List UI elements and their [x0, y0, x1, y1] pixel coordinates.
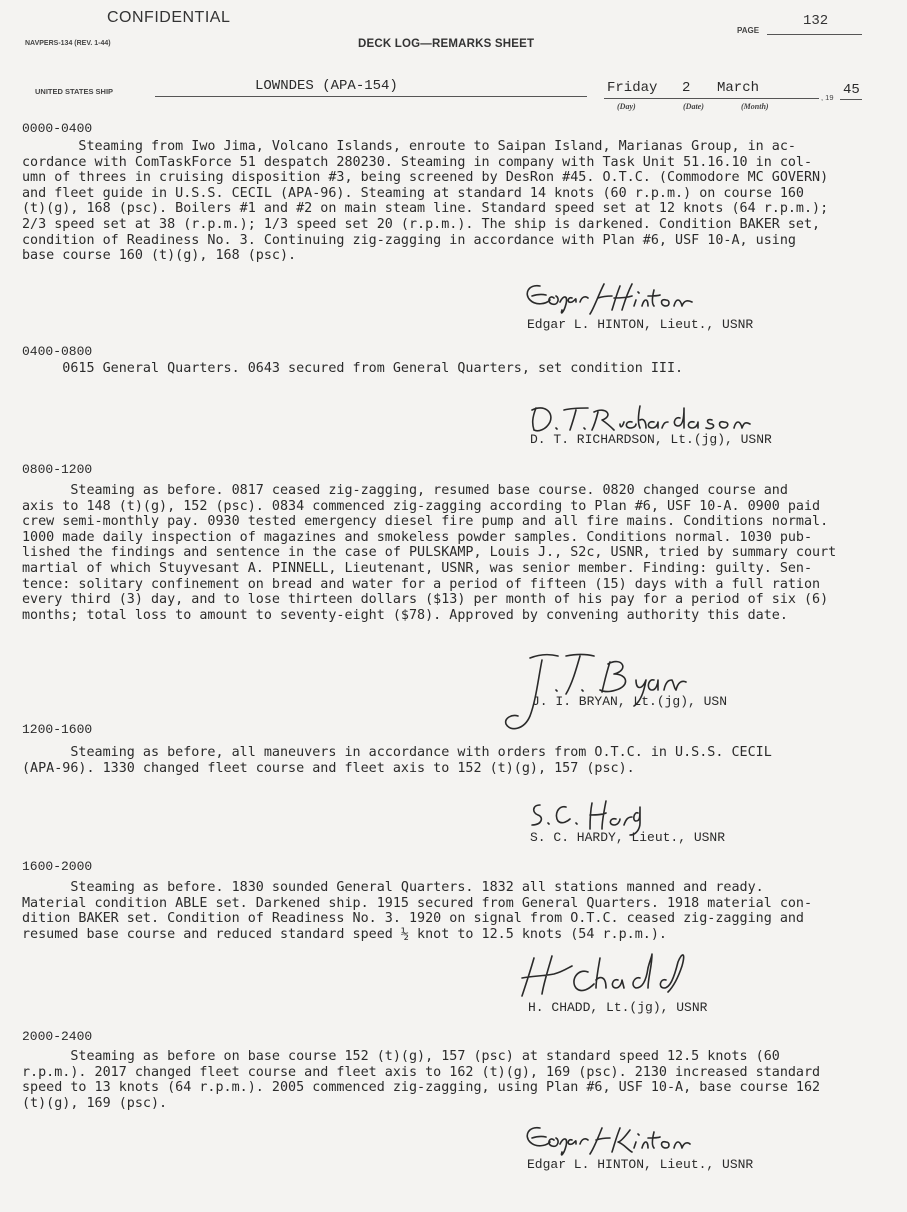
signature-name: S. C. HARDY, Lieut., USNR [530, 830, 726, 845]
day-caption: (Day) [617, 102, 636, 111]
signature-hinton [520, 280, 700, 320]
log-entry-text: Steaming as before on base course 152 (t)(g), 157 (psc) at standard speed 12.5 knots (60 r.p.m.). 2017 changed fleet course and fleet axis to 162 (t)(g), 169 (psc). 2130 increased standard speed to 13 knots (64 r.p.m.). 2005 commenced zig-zagging, using Plan #6, USF 10-A, base course 162 (t)(g), 169 (psc). [22, 1049, 821, 1111]
ship-label: UNITED STATES SHIP [35, 87, 114, 96]
watch-period: 0400-0800 [22, 344, 93, 359]
log-entry-text: Steaming as before. 1830 sounded General Quarters. 1832 all stations manned and ready. Material condition ABLE set. Darkened ship. 1915 secured from General Quarters. 1918 material con- dition BAKER set. Condition of Readiness No. 3. 1920 on signal from O.T.C. ceased zig-zagging and resumed base course and reduced standard speed ½ knot to 12.5 knots (54 r.p.m.). [22, 880, 813, 942]
classification-label: CONFIDENTIAL [107, 9, 231, 26]
page-number: 132 [803, 13, 829, 29]
signature-name: Edgar L. HINTON, Lieut., USNR [527, 317, 754, 332]
form-number: NAVPERS-134 (REV. 1-44) [25, 40, 111, 47]
signature-bryan [500, 650, 700, 735]
signature-richardson [528, 402, 748, 434]
month-caption: (Month) [741, 102, 769, 111]
year-line [840, 99, 862, 100]
log-entry-text: 0615 General Quarters. 0643 secured from General Quarters, set condition III. [22, 361, 684, 376]
log-date: 2 [682, 80, 691, 96]
date-line [604, 98, 819, 99]
log-entry-text: Steaming as before, all maneuvers in accordance with orders from O.T.C. in U.S.S. CECIL (APA-96). 1330 changed fleet course and fleet axis to 152 (t)(g), 157 (psc). [22, 745, 772, 776]
watch-period: 1600-2000 [22, 859, 93, 874]
watch-period: 0800-1200 [22, 462, 93, 477]
signature-name: J. I. BRYAN, Lt.(jg), USN [532, 694, 728, 709]
signature-hinton-2 [520, 1124, 690, 1158]
ship-name-line [155, 96, 587, 97]
date-caption: (Date) [683, 102, 704, 111]
log-entry-text: Steaming as before. 0817 ceased zig-zagging, resumed base course. 0820 changed course and axis to 148 (t)(g), 152 (psc). 0834 commenced zig-zagging according to Plan #6, USF 10-A. 0900 paid crew semi-monthly pay. 0930 tested emergency diesel fire pump and all fire mains. Conditions normal. 1000 made daily inspection of magazines and smokeless powder samples. Conditions normal. 1030 pub- lished the findings and sentence in the case of PULSKAMP, Louis J., S2c, USNR, tried by summary court martial of which Stuyvesant A. PINNELL, Lieutenant, USNR, was senior member. Finding: guilty. Sen- tence: solitary confinement on bread and water for a period of fifteen (15) days with a full ration every third (3) day, and to lose thirteen dollars ($13) per month of his pay for a period of six (6) months; total loss to amount to seventy-eight ($78). Approved by convening authority this date. [22, 483, 837, 623]
signature-name: Edgar L. HINTON, Lieut., USNR [527, 1157, 754, 1172]
signature-name: D. T. RICHARDSON, Lt.(jg), USNR [530, 432, 772, 447]
log-year: 45 [843, 82, 860, 98]
watch-period: 2000-2400 [22, 1029, 93, 1044]
sheet-title: DECK LOG—REMARKS SHEET [358, 38, 535, 50]
ship-name: LOWNDES (APA-154) [255, 78, 398, 94]
log-day: Friday [607, 80, 658, 96]
log-month: March [717, 80, 760, 96]
page-number-line [767, 34, 862, 35]
watch-period: 0000-0400 [22, 121, 93, 136]
signature-chadd [518, 948, 698, 1004]
log-entry-text: Steaming from Iwo Jima, Volcano Islands, enroute to Saipan Island, Marianas Group, in ac- cordance with ComTaskForce 51 despatch 280230. Steaming in company with Task Unit 51.16.10 in col- umn of threes in cruising disposition #3, being screened by DesRon #45. O.T.C. (Commodore MC GOVERN) and fleet guide in U.S.S. CECIL (APA-96). Steaming at standard 14 knots (60 r.p.m.) on course 160 (t)(g), 168 (psc). Boilers #1 and #2 on main steam line. Standard speed set at 12 knots (64 r.p.m.); 2/3 speed set at 38 (r.p.m.); 1/3 speed set 20 (r.p.m.). The ship is darkened. Condition BAKER set, condition of Readiness No. 3. Continuing zig-zagging in accordance with Plan #6, USF 10-A, using base course 160 (t)(g), 168 (psc). [22, 139, 829, 264]
signature-name: H. CHADD, Lt.(jg), USNR [528, 1000, 708, 1015]
page-label: PAGE [737, 26, 760, 35]
year-prefix: , 19 [821, 93, 834, 102]
watch-period: 1200-1600 [22, 722, 93, 737]
